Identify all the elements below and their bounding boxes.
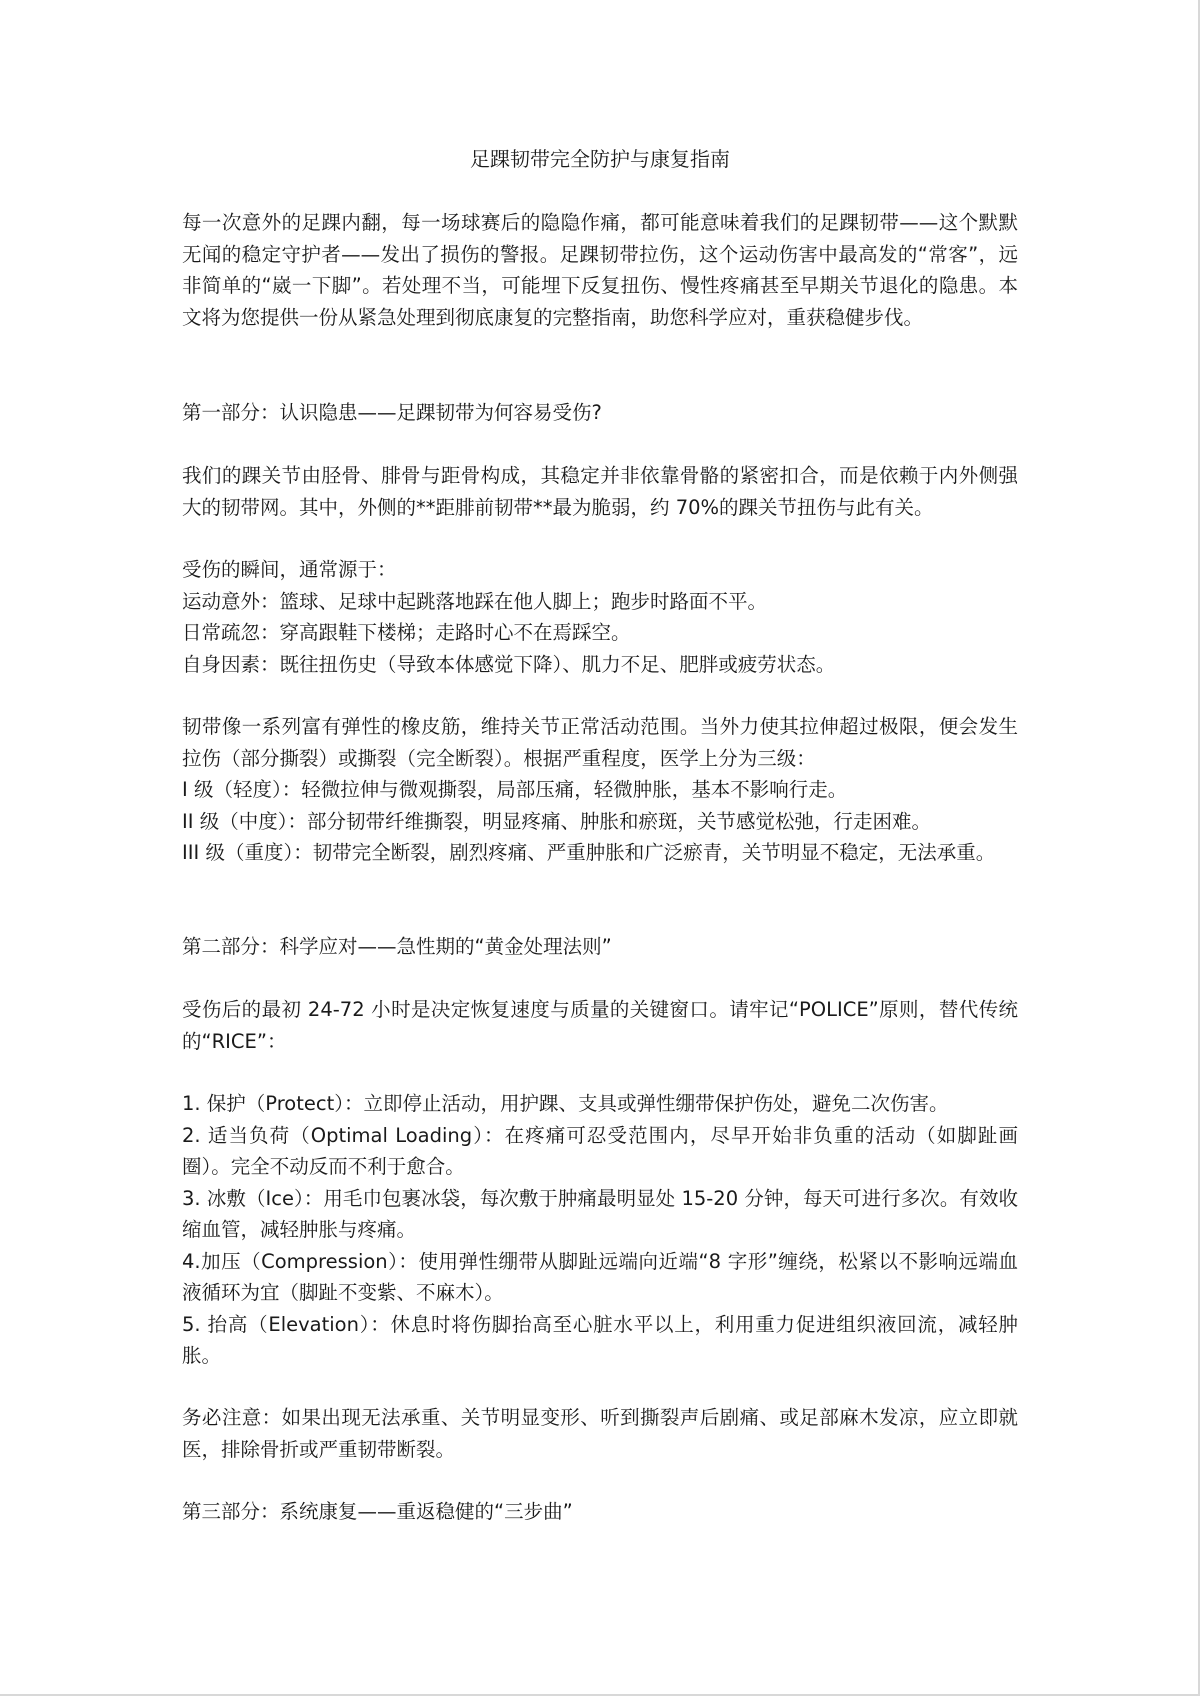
grading-section <box>182 711 1018 869</box>
cause-item-personal: 自身因素：既往扭伤史（导致本体感觉下降）、肌力不足、肥胖或疲劳状态。 <box>182 652 836 676</box>
step-ice: 3. 冰敷（Ice）：用毛巾包裹冰袋，每次敷于肿痛最明显处 15-20 分钟，每天可进行多次。有效收缩血管，减轻肿胀与疼痛。 <box>182 1186 1018 1241</box>
intro-paragraph: 每一次意外的足踝内翻，每一场球赛后的隐隐作痛，都可能意味着我们的足踝韧带——这个默默无闻的稳定守护者——发出了损伤的警报。足踝韧带拉伤，这个运动伤害中最高发的“常客”，远非简单的“崴一下脚”。若处理不当，可能埋下反复扭伤、慢性疼痛甚至早期关节退化的隐患。本文将为您提供一份从紧急处理到彻底康复的完整指南，助您科学应对，重获稳健步伐。 <box>182 211 1018 329</box>
grade-item-3: III 级（重度）：韧带完全断裂，剧烈疼痛、严重肿胀和广泛瘀青，关节明显不稳定，无法承重。 <box>182 841 996 864</box>
cause-item-sports: 运动意外：篮球、足球中起跳落地踩在他人脚上；跑步时路面不平。 <box>182 589 768 613</box>
step-protect: 1. 保护（Protect）：立即停止活动，用护踝、支具或弹性绷带保护伤处，避免二次伤害。 <box>182 1092 949 1115</box>
warning-paragraph: 务必注意：如果出现无法承重、关节明显变形、听到撕裂声后剧痛、或足部麻木发凉，应立即就医，排除骨折或严重韧带断裂。 <box>182 1406 1018 1461</box>
step-elevation: 5. 抬高（Elevation）：休息时将伤脚抬高至心脏水平以上，利用重力促进组织液回流，减轻肿胀。 <box>182 1312 1018 1367</box>
anatomy-paragraph: 我们的踝关节由胫骨、腓骨与距骨构成，其稳定并非依靠骨骼的紧密扣合，而是依赖于内外侧强大的韧带网。其中，外侧的**距腓前韧带**最为脆弱，约 70%的踝关节扭伤与此有关。 <box>182 464 1018 519</box>
causes-list <box>182 554 1018 680</box>
part3-heading: 第三部分：系统康复——重返稳健的“三步曲” <box>182 1500 573 1523</box>
grade-item-2: II 级（中度）：部分韧带纤维撕裂，明显疼痛、肿胀和瘀斑，关节感觉松弛，行走困难。 <box>182 809 931 833</box>
step-optimal-loading: 2. 适当负荷（Optimal Loading）：在疼痛可忍受范围内，尽早开始非负重的活动（如脚趾画圈）。完全不动反而不利于愈合。 <box>182 1123 1018 1178</box>
causes-intro: 受伤的瞬间，通常源于： <box>182 558 397 581</box>
police-intro: 受伤后的最初 24-72 小时是决定恢复速度与质量的关键窗口。请牢记“POLICE”原则，替代传统的“RICE”： <box>182 998 1018 1053</box>
step-compression: 4.加压（Compression）：使用弹性绷带从脚趾远端向近端“8 字形”缠绕，松紧以不影响远端血液循环为宜（脚趾不变紫、不麻木）。 <box>182 1249 1018 1304</box>
grading-intro: 韧带像一系列富有弹性的橡皮筋，维持关节正常活动范围。当外力使其拉伸超过极限，便会发生拉伤（部分撕裂）或撕裂（完全断裂）。根据严重程度，医学上分为三级： <box>182 715 1018 770</box>
grade-item-1: I 级（轻度）：轻微拉伸与微观撕裂，局部压痛，轻微肿胀，基本不影响行走。 <box>182 778 848 801</box>
part2-heading: 第二部分：科学应对——急性期的“黄金处理法则” <box>182 935 612 958</box>
part1-heading: 第一部分：认识隐患——足踝韧带为何容易受伤? <box>182 401 602 424</box>
police-steps <box>182 1088 1018 1372</box>
document-title: 足踝韧带完全防护与康复指南 <box>470 147 730 171</box>
document-page <box>182 0 1018 1696</box>
cause-item-daily: 日常疏忽：穿高跟鞋下楼梯；走路时心不在焉踩空。 <box>182 621 631 644</box>
